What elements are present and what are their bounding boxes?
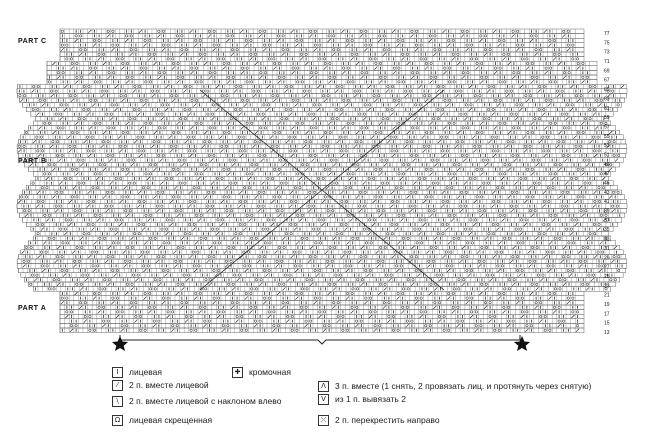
row-number: 65 xyxy=(604,87,610,94)
legend-ssk xyxy=(112,396,281,407)
row-number: 61 xyxy=(604,105,610,112)
ssk-symbol-icon: \ xyxy=(112,396,123,407)
legend-k2tog xyxy=(112,380,209,391)
legend-inc-text: из 1 п. вывязать 2 xyxy=(335,394,406,404)
legend-inc xyxy=(318,394,406,405)
row-number: 31 xyxy=(604,245,610,252)
row-number: 13 xyxy=(604,330,610,336)
legend-cdd xyxy=(318,381,591,392)
row-number: 29 xyxy=(604,255,610,262)
row-number: 63 xyxy=(604,96,610,103)
row-number: 21 xyxy=(604,292,610,299)
row-number: 73 xyxy=(604,49,610,56)
row-number: 71 xyxy=(604,59,610,66)
repeat-bracket xyxy=(120,335,520,344)
cross-right-icon: ⤫ xyxy=(318,415,329,426)
row-number: 55 xyxy=(604,133,610,140)
row-number: 67 xyxy=(604,77,610,84)
twisted-knit-icon: Ω xyxy=(112,415,123,426)
legend-knit-text: лицевая xyxy=(129,367,162,377)
row-number: 53 xyxy=(604,143,610,150)
row-number: 47 xyxy=(604,171,610,178)
legend-twisted xyxy=(112,415,212,426)
right-star-icon xyxy=(514,336,530,351)
row-number: 25 xyxy=(604,273,610,280)
left-star-icon xyxy=(112,336,128,351)
legend-cdd-text: 3 п. вместе (1 снять, 2 провязать лиц. и протянуть через снятую) xyxy=(335,381,592,391)
row-number: 17 xyxy=(604,311,610,318)
row-number: 15 xyxy=(604,320,610,327)
inc-symbol-icon: V xyxy=(318,394,329,405)
row-number: 57 xyxy=(604,124,610,131)
row-number: 49 xyxy=(604,161,610,168)
row-number: 51 xyxy=(604,152,610,159)
legend-twisted-text: лицевая скрещенная xyxy=(129,415,213,425)
part-b-label: PART B xyxy=(18,158,47,165)
legend-cross xyxy=(318,415,440,426)
legend-cross-text: 2 п. перекрестить направо xyxy=(335,415,440,425)
row-number: 45 xyxy=(604,180,610,187)
row-number: 77 xyxy=(604,31,610,37)
part-a-label: PART A xyxy=(18,305,47,312)
row-numbers xyxy=(604,31,610,336)
chart-grid xyxy=(17,29,627,333)
row-number: 59 xyxy=(604,115,610,122)
row-number: 27 xyxy=(604,264,610,271)
legend-k2tog-text: 2 п. вместе лицевой xyxy=(129,380,209,390)
legend-knit xyxy=(112,367,162,378)
edge-stitch-icon: ✚ xyxy=(232,367,243,378)
row-number: 69 xyxy=(604,68,610,75)
row-number: 37 xyxy=(604,217,610,224)
row-number: 33 xyxy=(604,236,610,243)
cdd-symbol-icon: Λ xyxy=(318,381,329,392)
row-number: 41 xyxy=(604,199,610,206)
legend-edge-text: кромочная xyxy=(249,367,292,377)
row-number: 23 xyxy=(604,283,610,290)
row-number: 35 xyxy=(604,227,610,234)
part-c-label: PART C xyxy=(18,38,47,45)
row-number: 75 xyxy=(604,40,610,47)
row-number: 43 xyxy=(604,189,610,196)
legend-ssk-text: 2 п. вместе лицевой с наклоном влево xyxy=(129,396,282,406)
k2tog-symbol-icon: ⁄ xyxy=(112,380,123,391)
knit-symbol-icon: I xyxy=(112,367,123,378)
row-number: 19 xyxy=(604,301,610,308)
row-number: 39 xyxy=(604,208,610,215)
legend-edge xyxy=(232,367,291,378)
